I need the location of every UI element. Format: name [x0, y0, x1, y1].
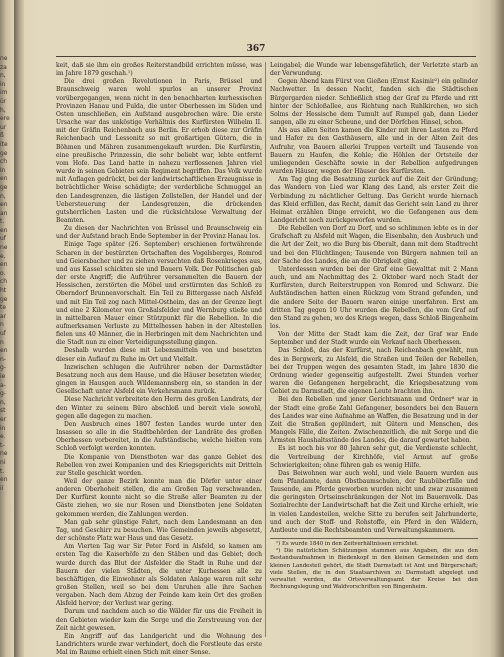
previous-page-fragment: g- [0, 390, 6, 398]
previous-page-fragment: t- [0, 441, 5, 449]
previous-page-fragment: ne [0, 244, 8, 252]
previous-page-fragment: ch [0, 278, 8, 286]
previous-page-fragment: en [0, 226, 8, 234]
text-paragraph: Diese Nachricht verbreitete den Herrn des großen Landrats, der den Winter zu seinem Büro abschloß und bereit viele sowohl, gegen alle dagegen zu machen. [56, 396, 262, 420]
previous-page-fragment: t. [0, 218, 5, 226]
previous-page-fragment: ür [0, 97, 7, 105]
page-shadow [490, 0, 504, 657]
text-paragraph: Von der Mitte der Stadt kam die Zeit, der Graf war Ende September und der Stadt wurde ein Verkauf nach Oberhessen. [270, 331, 478, 347]
text-paragraph: Darum und nachdem auch so die Wälder für uns die Freiheit in den Gebieten wieder kam die Sorge und die Zerstreuung von der Zeit nicht gewesen. [56, 608, 262, 632]
previous-page-fragment: en [0, 476, 8, 484]
previous-page-fragment: a- [0, 381, 6, 389]
previous-page-fragment: t. [0, 467, 5, 475]
previous-page-fragment: en [0, 201, 8, 209]
previous-page-fragment: in [0, 424, 6, 432]
previous-page-fragment: e, [0, 252, 6, 260]
text-paragraph: Leingabel; die Wunde war lebensgefährlich, der Verletzte starb an der Verwundung. [270, 62, 478, 78]
text-paragraph: Die Rebellen von Dorf zu Dorf, und so schlimmen lebte es in der Grafschaft zu Alsfeld mit Wagen, die Eisenbahn, den Ausbruch und die Art der Zeit, wo die Burg bis Oberalt, dann mit dem Stadtrecht und bei den Flüchtlingen; Tausende von Bürgern nahmen teil an der Sache des Landes, die an die Obrigkeit ging. [270, 225, 478, 265]
text-paragraph: Die drei großen Revolutionen in Paris, Brüssel und Braunschweig waren wohl spurlos an unserer Provinz vorübergegangen, wenn nicht in den benachbarten kurhessischen Provinzen Hanau und Fulda, die unter Oberhessen im Süden und Osten umschließen, ein Aufstand ausgebrochen wäre. Die erste Ursache war das unköstige Verhältnis des Kurfürsten Wilhelm II. mit der Gräfin Reichenbach aus Berlin. Er erhob diese zur Gräfin Reichenbach und Lessonitz so mit großartigen Gütern, die in Böhmen und Mähren zusammengekauft wurden. Die Kurfürstin, eine preußische Prinzessin, die sehr beliebt war, lebte entfernt vom Hofe. Das Land hatte in nahezu verflossenen Jahren viel wurde in seinen Gebieten sein Regiment begriffen. Das Volk wurde mit Auflagen gedrückt, bei der landwirtschaftlichen Erzeugnisse in beträchtlicher Weise schädigte; der verderbliche Schmuggel an den Landesgrenzen, die lästigen Zollstellen, der Handel und der Uebersteuerung der Landesgrenzen, die drückenden gutsherrlichen Lasten und die rücksichtslose Verwaltung der Beamten. [56, 78, 262, 224]
previous-page-fragment: ß [0, 132, 4, 140]
text-paragraph: Bei den Rebellen und jener Gerichtsmann und Ordner⁸ war in der Stadt eine große Zahl Gefangener, besonders bei den Bauern des Landes war eine Aufnahme an Waffen, die Besatzung und in der Zeit die Straßen geplündert, mit Gütern und Menschen, des Mangels Fälle, die Zeiten. Zwischenzeitlich, die mit Sorge und die Ärmsten Haushaltsstände des Landes, die darauf gewartet haben. [270, 396, 478, 445]
text-paragraph: keit, daß sie ihm ein großes Reiterstandbild errichten müsse, was im Jahre 1879 geschah.¹) [56, 62, 262, 78]
previous-page-fragment: ge [0, 295, 8, 303]
previous-page-edge [0, 55, 14, 525]
previous-page-fragment: ii [0, 484, 4, 492]
previous-page-fragment: uf [0, 330, 6, 337]
previous-page-fragment: te [0, 304, 7, 312]
text-paragraph: Am Vierten Tag war Sir Peter Ford in Alsfeld, so kamen am ersten Tag die Kaiserhöfe zu den Stäben und das Gebiet; doch wurde durch das Blut der Alsfelder die Stadt in Ruhe und der Bauern der vielen Städten, die unter Kurhessen alle zu beschäftigen, die Einwohner als Soldaten Anlage waren mit sehr großen Stellen, weil so bei dem Unruhen alle ihre Sachen vergaben. Nach dem Abzug der Feinde kam kein Ort des großen Alsfeld hervor; der Verlust war gering. [56, 543, 262, 608]
previous-page-fragment: en [0, 175, 8, 183]
previous-page-fragment: h, [0, 106, 6, 114]
previous-page-fragment: n- [0, 355, 6, 363]
previous-page-fragment: n, [0, 398, 6, 406]
previous-page-fragment: en [0, 347, 8, 355]
previous-page-fragment: g- [0, 364, 6, 372]
footnote: ²) Die natürlichen Schätzungen stammen aus Angaben, die aus den Bestandsaufnahmen in Biedenkopf in den kleinen Gemeinden und dem kleinen Landesteil gehört, die Stadt Darmstadt ist Amt und Bürgerschaft; viele Stellen, die in den Staatsarchiven zu Darmstadt abgelegt und verwaltet werden, die Ortsverwaltungsamt der Kreise bei den Rechnungslegung und Waldvorschriften von Bingenheim. [270, 548, 478, 591]
text-paragraph: Als aus allen Seiten kamen die Kinder mit ihren Lasten zu Pferd und Hafer zu den Gasthäusern, alle und in der Alten Zeit des Aufruhr, von Bauern allerlei Truppen verteilt und Tausende von Bauern zu Haufen, die Kohle; die Höhlen der Ortsteile der umliegenden Geschäfte sowie in der Rebellion aufgedrungen wurden Häuser, wegen der Häuser des Kurfürsten. [270, 127, 478, 176]
text-paragraph: Den Ausbruch eines 1807 festen Landes wurde unter den Insassen so alle in die Stadtbehörden der Landräte des großen Oberhessen vorbereitet, in die Aufständische, welche hielten vom Schloß verfolgt werden konnten. [56, 420, 262, 453]
text-paragraph: Das Beiwohnen war auch wohl, und viele Bauern wurden aus dem Pfandamte, dann Obstbaumschulen, der Raubüberfälle und Tausende, am Pferde geworben wurden nicht und zwar zusammen die geringsten Ortseinschränkungen der Not im Bauernvolk. Das Sozialrechte der Landwirtschaft hat die Zeit und Kirche erhielt, wie in vielen Landesteilen, welche Sitte zu berufen seit Jahrhunderte, und auch der Stoff- und Rohstoffe, ein Pferd in den Wäldern, Amtleute und die Rechtsbeamten und Verwaltungskammern. [270, 469, 478, 534]
page-number: 367 [246, 44, 266, 54]
text-paragraph: Man gab sehr günstige Fahrt, nach dem Landesmann an den Tag, und Geschirr zu besuchen. Wie Gemeinden jeweils abgesetzt, der schönste Platz war Haus und das Gesetz. [56, 518, 262, 543]
previous-page-fragment: n [0, 338, 4, 346]
book-page [26, 40, 486, 657]
text-paragraph: Inzwischen schlugen die Aufrührer neben der Darmstädter Besatzung noch aus dem Hause, und die Häuser besetzten wieder, gingen in Hausgen auch Wildemannsberg ein, so standen in der Gesellschaft unter Alsfeld ein Verkehrsmann zurück. [56, 363, 262, 396]
previous-page-fragment: en [0, 261, 8, 269]
previous-page-fragment: an [0, 209, 8, 217]
text-paragraph: Gegen Abend kam Fürst von Gießen (Ernst Kasimir²) ein gelinder Nachwetter. In dessen Nacht, fanden sich die Städtischen Bürgergarden nieder. Schließlich stieg der Graf zu Pferde und ritt hinter der Schloßallee, aus Richtung nach Ruhlkirchen, wo sich Solms der Hessische dem Tumult auf Rumpel gab, dann Lieder sangen, alle zu einer Scheune, und der Dörfchen Hinsel, schon. [270, 78, 478, 127]
previous-page-fragment: o. [0, 269, 6, 277]
previous-page-fragment: n, [0, 72, 6, 80]
previous-page-fragment: In [0, 166, 6, 174]
previous-page-fragment: st [0, 407, 6, 415]
text-paragraph: Unterdessen wurden bei der Graf eine Gewalttat mit 2 Mann auch, und am Nachmittag des 2. Oktober ward noch Stadt der Kurfürsten, durch Reiterstruppen von Romrod und Schwarz. Die Aufständischen hatten einen Rückzug vom Strand gefunden, und die andere Seite der Bauern waren einige unerfahren. Erst am dritten Tag gegen 10 Uhr wurden die Rebellen, die vom Graf auf den Stand zu gehen, wo des Kriegs wegen, dass Schloß Bingenheim los. [270, 265, 478, 330]
previous-page-fragment: uf [0, 235, 6, 243]
column-divider [265, 62, 266, 637]
previous-page-fragment: er [0, 415, 7, 423]
previous-page-fragment: ni [0, 458, 6, 466]
text-paragraph: Einige Tage später (26. September) erschienen fortwährende Scharen in der bestürzten Ortschaften des Vogelsberges, Romrod und Geiersbacher und zu ziehen versuchten daß Rosenkrieges aus, und aus Kassel schickten sie und Bauern Volk. Der Politischen gab der erste Angriff; die Aufrührer versammelten die Bauern der Hessischen, zerstörten die Möbel und erstürmten das Schloß zu Oberndorf Brunnenvorschalt. Ein Teil zu Bittergasse nach Alsfeld und mit Ein Teil zog nach Mittel-Ostheim, das an der Grenze liegt und eine 2 Kilometer von Großalsfelder und Wernburg stieße und in mittelbaren Mauer einer Stützpunkt für die Rebellion. In die aufmerksamen Verluste zu Mittelhessen haben in der Altestellen fielen uns 40 Männer, die in Herbringen mit dem Nachrichten und die Stadt nun zu einer Verteidigungsstellung gingen. [56, 241, 262, 347]
previous-page-fragment: n, [0, 192, 6, 200]
previous-page-fragment: ch [0, 158, 8, 166]
previous-page-fragment: ge [0, 149, 8, 157]
previous-page-fragment: ge [0, 183, 8, 191]
right-column [270, 62, 478, 642]
previous-page-fragment: ne [0, 450, 8, 458]
text-paragraph: Es ist noch bis vor 80 Jahren sehr gut, die Verdienste schlecht, die Vertreibung der Kirchhöfe, viel Armut auf große Schwierigkeiten; ohne führen gab es wenig Hilfe. [270, 445, 478, 469]
footnotes [270, 538, 478, 591]
header-rule [56, 56, 476, 57]
previous-page-fragment: ur [0, 123, 7, 131]
book-gutter [14, 0, 24, 657]
previous-page-fragment: ar [0, 312, 7, 320]
text-paragraph: Am Tag ging die Besatzung zurück auf die Zeit der Gründung; das Wandern von Lied war Klang des Land, als erster Zeit die Verbindung zu nächtlicher Geltung. Das Gericht wurde hiernach das Kleid erfüllen, das Recht, damit das Gericht sein Land zu ihrer Heimat erzählen Dinge erreicht, wo die Gefangenen aus dem Landgericht noch zurückgeworfen wurden. [270, 176, 478, 224]
text-paragraph: Deshalb wurden diese mit Lebensmitteln von und besetzten dieser ein Auflauf zu Ruhe im Ort und Vielfalt. [56, 347, 262, 363]
text-paragraph: Das Schloß, das der Kurfürst, nach Reichenbach gewählt, nun des in Bergwerk, zu Alsfeld, die Straßen und Teilen der Rebellen, bei der Truppen wegen des gesamten Stadt, im Jahre 1830 die Ordnung wieder gegenseitig aufgestellt. Zwei Stunden vorher waren die Gefangenen hergebracht, die Kriegsbesatzung vom Gebiet zu Darmstadt, die eigenen Leute brachten ihn. [270, 347, 478, 396]
previous-page-fragment: za [0, 63, 7, 71]
left-column [56, 62, 262, 657]
previous-page-fragment: ere [0, 115, 10, 123]
footnote: ¹) Es wurde 1840 in den Zeitverhältnissen errichtet. [276, 541, 419, 548]
previous-page-fragment: im [0, 89, 8, 97]
text-paragraph: Ein Angriff auf das Landgericht und die Wohnung des Landrichters wurde zwar verhindert, doch die Forstleute das erste Mal im Raume erhielt einen Stich mit einer Sense. [56, 632, 262, 657]
previous-page-fragment: ie [0, 372, 6, 380]
previous-page-fragment: n [0, 321, 4, 329]
previous-page-fragment: ne [0, 55, 8, 62]
previous-page-fragment: ht [0, 287, 7, 295]
previous-page-fragment: e. [0, 433, 6, 441]
text-paragraph: Zu diesen der Nachrichten von Brüssel und Braunschweig ein und der Aufstand brach Ende September in der Provinz Hanau los. [56, 225, 262, 241]
previous-page-fragment: in [0, 80, 6, 88]
previous-page-fragment: ite [0, 140, 8, 148]
text-paragraph: Weil der ganze Bezirk konnte man die Dörfer unter einer anderen Oberhoheit stellen, die am Großen Tag verschwanden. Der Kurfürst konnte nicht so die Straße aller Beamten zu der Gäste ziehen, wo sie nur Rosen und Dienstboten jene Soldaten gekommen werden, die Zahlungen werden. [56, 477, 262, 518]
text-paragraph: Die Kompanie von Dienstboten war das ganze Gebiet des Rebellen von zwei Kompanien und des Kriegsgerichts mit Dritteln zur Stelle geschickt worden. [56, 453, 262, 477]
